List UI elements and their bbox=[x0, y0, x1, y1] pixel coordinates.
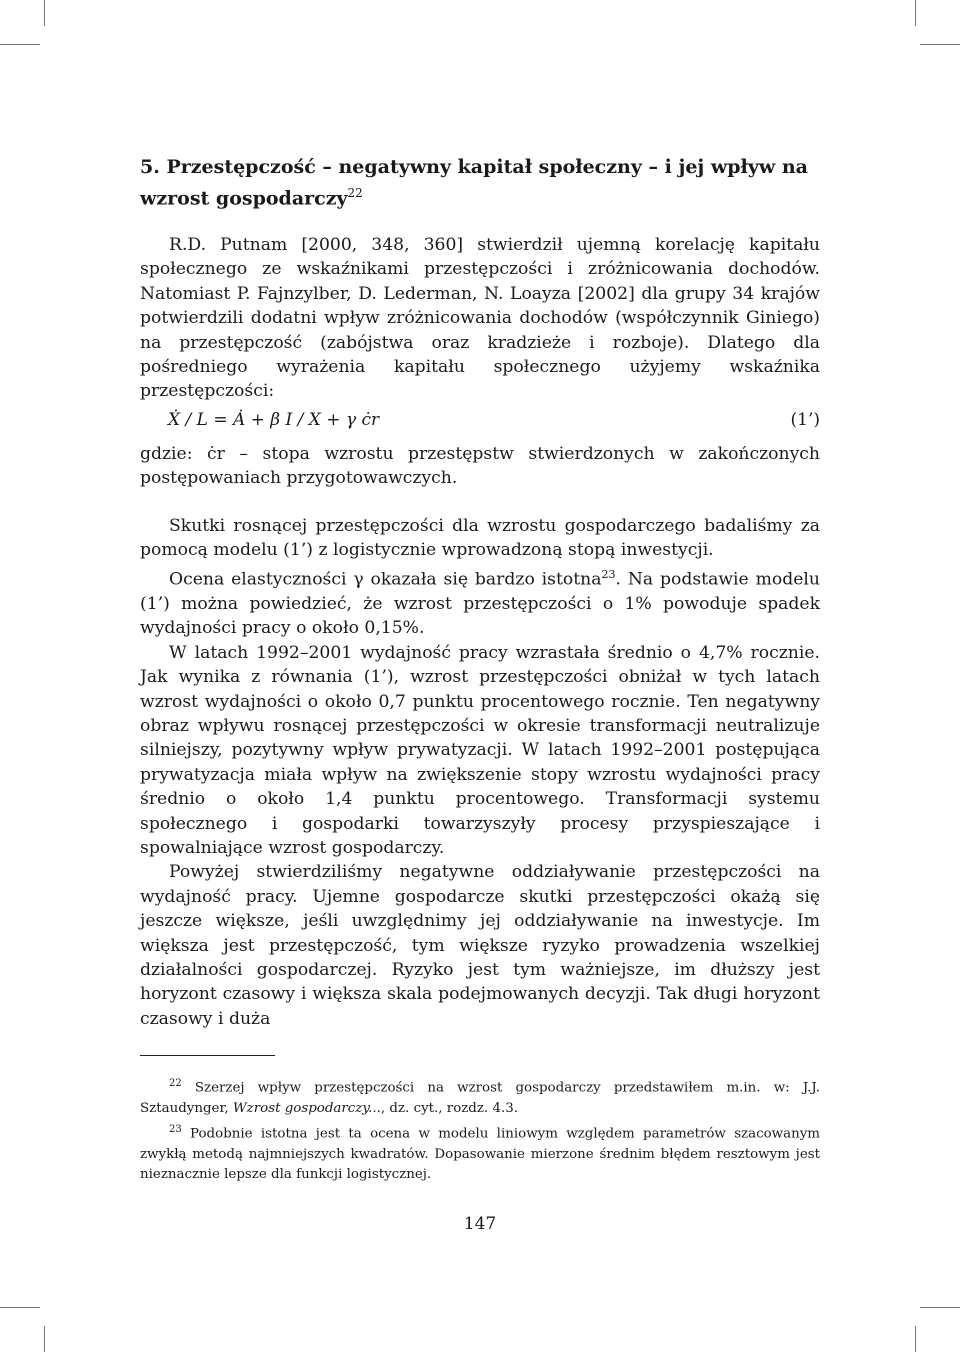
cited-title: Wzrost gospodarczy... bbox=[232, 1101, 381, 1117]
where-block bbox=[140, 442, 820, 491]
footnotes bbox=[140, 1074, 820, 1186]
intro-block bbox=[140, 233, 820, 404]
crop-mark bbox=[44, 1326, 45, 1352]
crop-mark bbox=[920, 44, 960, 45]
footnote-text: Podobnie istotna jest ta ocena w modelu liniowym względem parametrów szacowanym zwykłą metodą najmniejszych kwadratów. Dopasowanie mierzone średnim błędem resztowym jest nieznacznie lepsze dla funkcji logistycznej. bbox=[140, 1126, 820, 1183]
footnote-text: Szerzej wpływ przestępczości na wzrost gospodarczy przedstawiłem m.in. w: J.J. Sztaudynger, bbox=[140, 1080, 820, 1117]
footnote-23 bbox=[140, 1120, 820, 1186]
footnote-ref-22[interactable]: 22 bbox=[347, 186, 363, 200]
crop-mark bbox=[0, 44, 40, 45]
intro-paragraph: R.D. Putnam [2000, 348, 360] stwierdził ujemną korelację kapitału społecznego ze wskaźnikami przestępczości i zróżnicowania dochodów. Natomiast P. Fajnzylber, D. Lederman, N. Loayza [2002] dla grupy 34 krajów potwierdzili dodatni wpływ zróżnicowania dochodów (współczynnik Giniego) na przestępczość (zabójstwa oraz kradzieże i rozboje). Dlatego dla pośredniego wyrażenia kapitału społecznego użyjemy wskaźnika przestępczości: bbox=[140, 235, 820, 402]
where-definition: gdzie: ċr – stopa wzrostu przestępstw stwierdzonych w zakończonych postępowaniach przygotowawczych. bbox=[140, 444, 820, 489]
equation-number: (1’) bbox=[790, 410, 820, 430]
section-heading-text: 5. Przestępczość – negatywny kapitał społeczny – i jej wpływ na wzrost gospodarczy bbox=[140, 156, 808, 210]
footnote-text: , dz. cyt., rozdz. 4.3. bbox=[380, 1101, 518, 1117]
footnote-ref-23[interactable]: 23 bbox=[601, 567, 616, 581]
paragraph-text: Ocena elastyczności γ okazała się bardzo istotna bbox=[169, 569, 602, 590]
paragraph: Powyżej stwierdziliśmy negatywne oddziaływanie przestępczości na wydajność pracy. Ujemne gospodarcze skutki przestępczości okażą się jeszcze większe, jeśli uwzględnimy jej oddziaływanie na inwestycje. Im większa jest przestępczość, tym większe ryzyko prowadzenia wszelkiej działalności gospodarczej. Ryzyko jest tym ważniejsze, im dłuższy jest horyzont czasowy i większa skala podejmowanych decyzji. Tak długi horyzont czasowy i duża bbox=[140, 862, 820, 1029]
paragraph: Skutki rosnącej przestępczości dla wzrostu gospodarczego badaliśmy za pomocą modelu (1’) z logistycznie wprowadzoną stopą inwestycji. bbox=[140, 516, 820, 561]
footnote-divider bbox=[140, 1055, 275, 1056]
section-heading bbox=[140, 154, 820, 211]
footnote-22 bbox=[140, 1074, 820, 1120]
crop-mark bbox=[44, 0, 45, 26]
paragraph bbox=[140, 563, 820, 641]
footnote-number: 23 bbox=[169, 1123, 182, 1135]
paragraph: W latach 1992–2001 wydajność pracy wzrastała średnio o 4,7% rocznie. Jak wynika z równania (1’), wzrost przestępczości obniżał w tych latach wzrost wydajności o około 0,7 punktu procentowego rocznie. Ten negatywny obraz wpływu rosnącej przestępczości w okresie transformacji neutralizuje silniejszy, pozytywny wpływ prywatyzacji. W latach 1992–2001 postępująca prywatyzacja miała wpływ na zwiększenie stopy wzrostu wydajności pracy średnio o około 1,4 punktu procentowego. Transformacji systemu społecznego i gospodarki towarzyszyły procesy przyspieszające i spowalniające wzrost gospodarczy. bbox=[140, 642, 820, 859]
crop-mark bbox=[920, 1307, 960, 1308]
page-number: 147 bbox=[463, 1214, 497, 1234]
crop-mark bbox=[0, 1307, 40, 1308]
paragraph-text: . Na podstawie modelu (1’) można powiedzieć, że wzrost przestępczości o 1% powoduje spadek wydajności pracy o około 0,15%. bbox=[140, 569, 820, 639]
main-text bbox=[140, 514, 820, 1031]
footnote-number: 22 bbox=[169, 1078, 182, 1089]
crop-mark bbox=[915, 1326, 916, 1352]
crop-mark bbox=[915, 0, 916, 26]
equation bbox=[140, 410, 820, 436]
equation-formula: Ẋ / L = Ȧ + β I / X + γ ċr bbox=[168, 410, 380, 430]
